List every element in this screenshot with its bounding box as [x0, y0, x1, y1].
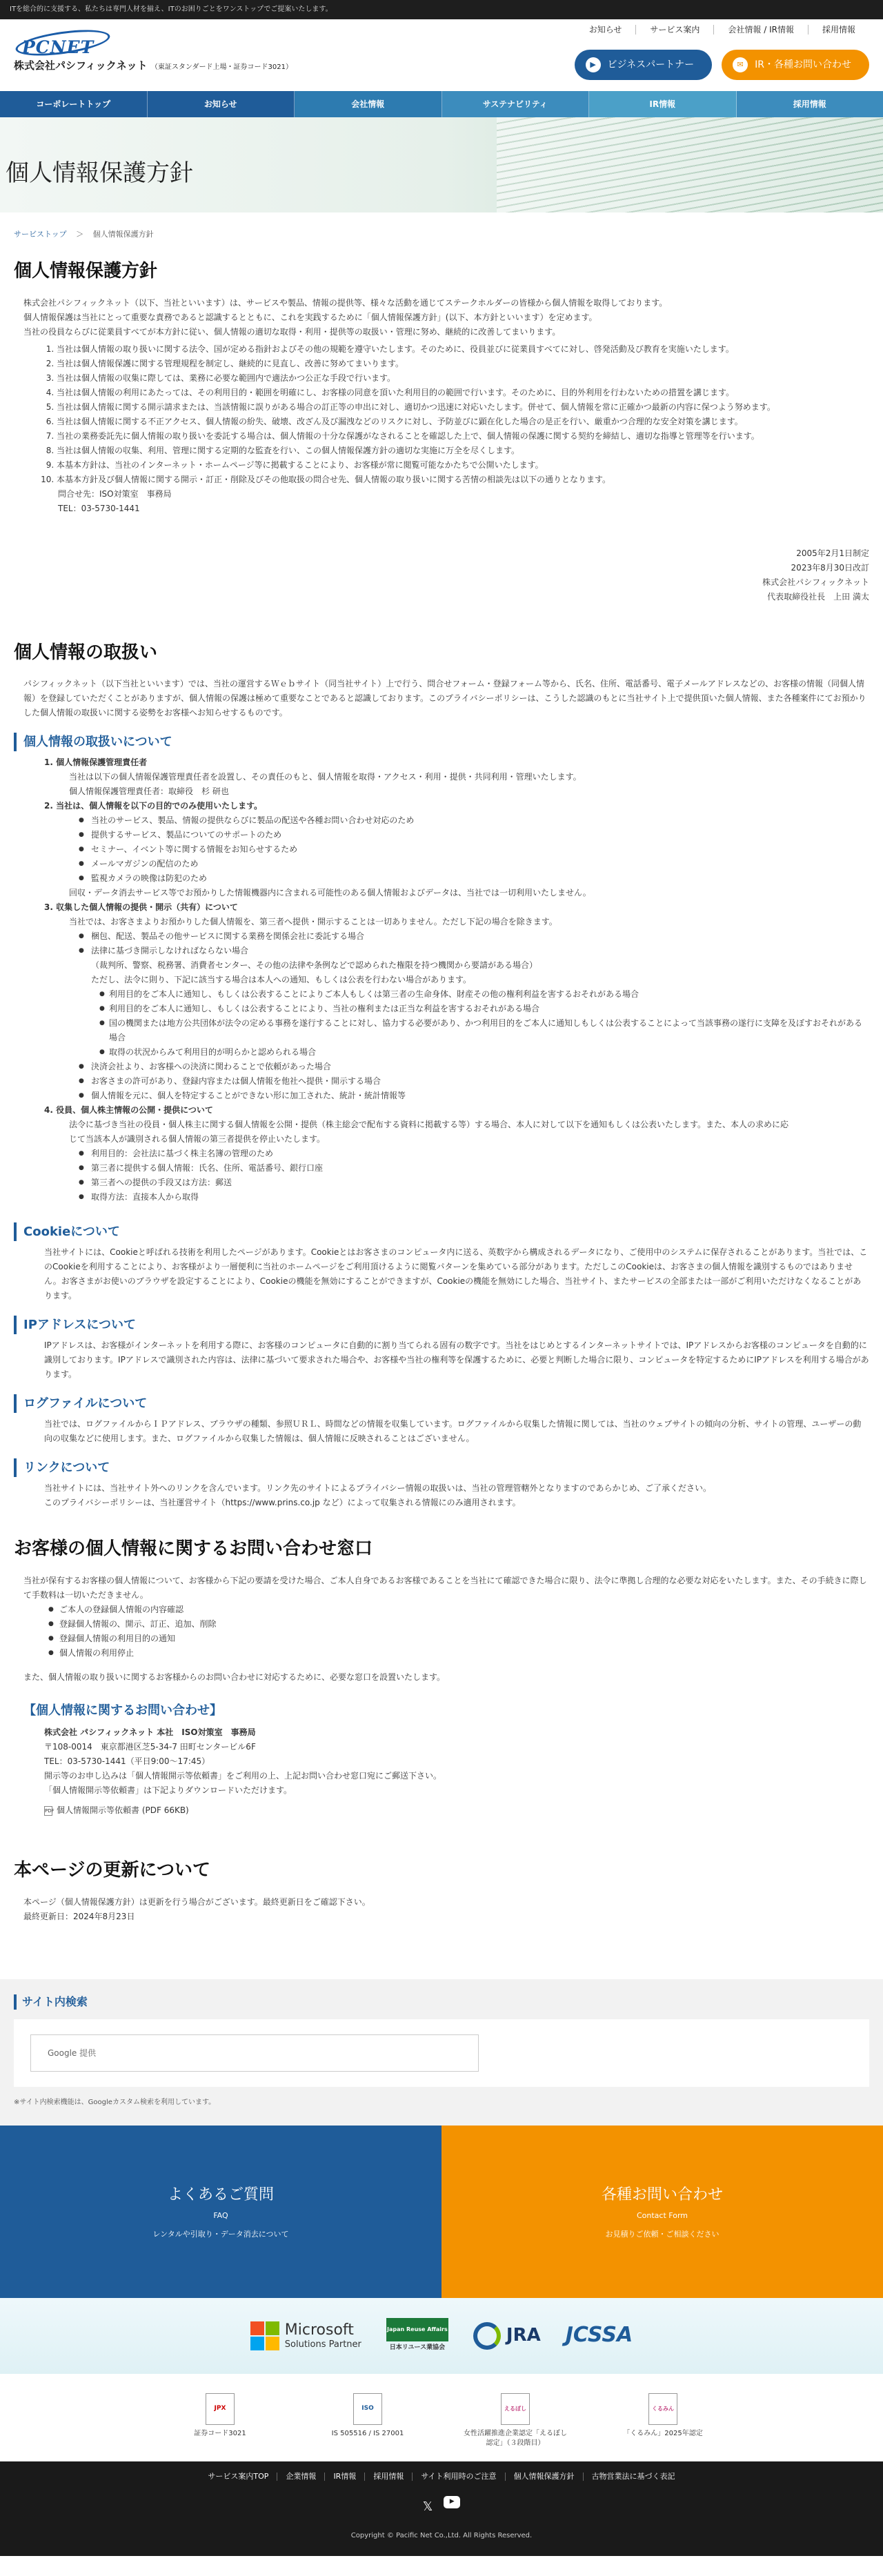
jra-logo: JRA — [473, 2320, 541, 2352]
list-item: ● 利用目的：会社法に基づく株主名簿の管理のため — [14, 1147, 869, 1161]
jpx-cert: JPX 証券コード3021 — [168, 2393, 272, 2448]
footer-link[interactable]: 古物営業法に基づく表記 — [583, 2473, 684, 2481]
list-item: ● 第三者に提供する個人情報：氏名、住所、電話番号、銀行口座 — [14, 1161, 869, 1176]
inquiry-line: TEL：03-5730-1441（平日9:00〜17:45） — [44, 1756, 210, 1767]
ip-text: IPアドレスは、お客様がインターネットを利用する際に、お客様のコンピュータに自動的に割り当てられる固有の数字です。当社をはじめとするインターネットサイトでは、IPアドレスからお客様のコンピュータを自動的に識別しております。IPアドレスで識別された内容は、法律に基づいて要求された場合や、お客様や当社の権利等を保護するために、必要と判断した場合に限り、コンピュータを特定するためにIPアドレスを利用する場合があります。 — [44, 1340, 869, 1380]
top-announcement-text: ITを総合的に支援する、私たちは専門人材を揃え、ITのお困りごとをワンストップでご提案いたします。 — [10, 6, 333, 14]
header-link-news[interactable]: お知らせ — [588, 25, 622, 34]
logfile-text: 当社では、ログファイルからＩＰアドレス、ブラウザの種類、参照ＵＲＬ、時間などの情報を収集しています。ログファイルから収集した情報に関しては、当社のウェブサイトの傾向の分析、サイトの管理、ユーザーの動向の収集などに使用します。また、ログファイルから収集した情報は、個人情報に反映されることはございません。 — [44, 1419, 862, 1444]
site-search-title: サイト内検索 — [14, 1994, 869, 2010]
header-link-company-ir[interactable]: 会社情報 / IR情報 — [713, 25, 808, 34]
certification-logos — [0, 2374, 883, 2461]
list-item: ● 梱包、配送、製品その他サービスに関する業務を関係会社に委託する場合 — [14, 929, 869, 944]
gnav-news[interactable]: お知らせ — [148, 91, 295, 117]
gnav-sustainability[interactable]: サステナビリティ — [442, 91, 590, 117]
gnav-ir[interactable]: IR情報 — [589, 91, 737, 117]
policy-item: 2. 当社は個人情報保護に関する管理規程を制定し、継続的に見直し、改善に努めてまいります。 — [57, 357, 869, 371]
top-announcement-bar — [0, 0, 883, 19]
contact-banner[interactable]: 各種お問い合わせ Contact Form お見積りご依頼・ご相談ください — [442, 2126, 883, 2298]
logfile-heading: ログファイルについて — [14, 1394, 869, 1413]
handling-intro: パシフィックネット（以下当社といいます）では、当社の運営するＷｅｂサイト（同当社サイト）上で行う、問合せフォーム・登録フォーム等から、氏名、住所、電話番号、電子メールアドレスなどの、お客様の情報（同個人情報）を登録していただくことがありますが、個人情報の保護は極めて重要なことであると認識しております。このプライバシーポリシーは、こうした認識のもとに当社サイト上で提供頂いた個人情報、また各種案件にてお預かりした個人情報の取扱いに関する姿勢をお客様へお知らせするものです。 — [23, 679, 866, 718]
handling-subheading: 個人情報の取扱いについて — [14, 733, 869, 751]
footer-link[interactable]: サイト利用時のご注意 — [412, 2473, 504, 2481]
microsoft-partner-logo: Microsoft Solutions Partner — [250, 2321, 361, 2350]
cta-banners — [0, 2126, 883, 2298]
search-input[interactable]: Google 提供 — [30, 2034, 479, 2072]
list-item: ● 個人情報の利用停止 — [14, 1646, 869, 1661]
copyright: Copyright © Pacific Net Co.,Ltd. All Rights Reserved. — [350, 2532, 533, 2540]
list-item: ● 登録個人情報の利用目的の通知 — [14, 1632, 869, 1646]
list-item: ● 法律に基づき開示しなければならない場合 — [14, 944, 869, 958]
keyboard-image — [497, 117, 883, 212]
logo[interactable] — [14, 26, 292, 91]
list-item: ● 利用目的をご本人に通知し、もしくは公表することにより、当社の権利または正当な利益を害するおそれがある場合 — [14, 1002, 869, 1016]
gnav-corporate-top[interactable]: コーポレートトップ — [0, 91, 148, 117]
policy-item: 3. 当社は個人情報の収集に際しては、業務に必要な範囲内で適法かつ公正な手段で行います。 — [57, 371, 869, 386]
ir-contact-button[interactable]: ✉ IR・各種お問い合わせ — [722, 50, 869, 80]
ip-heading: IPアドレスについて — [14, 1316, 869, 1334]
list-item: ● セミナー、イベント等に関する情報をお知らせするため — [14, 842, 869, 857]
x-icon[interactable]: 𝕏 — [422, 2499, 433, 2514]
cookie-heading: Cookieについて — [14, 1222, 869, 1241]
footer-link[interactable]: 企業情報 — [277, 2473, 324, 2481]
section-text: 個人情報保護管理責任者：取締役 杉 研也 — [69, 786, 229, 797]
gnav-company[interactable]: 会社情報 — [295, 91, 442, 117]
cookie-text: 当社サイトには、Cookieと呼ばれる技術を利用したページがあります。Cookieとはお客さまのコンピュータ内に送る、英数字から構成されるデータになり、ご使用中のシステムに保存されることがあります。当社では、このCookieを利用することにより、お客様がより一層便利に当社のホームページをご利用頂けるように閲覧パターンを集めている部分があります。ただしこのCookieは、お客さまの個人情報を識別するものではありません。お客さまがお使いのブラウザを設定することにより、Cookieの機能を無効にすることができますが、Cookieの機能を無効にした場合、当社サイト、またサービスの全部または一部がご利用いただけなくなることがあります。 — [44, 1247, 868, 1301]
handling-heading: 個人情報の取扱い — [14, 642, 158, 663]
youtube-icon[interactable]: ▶ — [444, 2496, 460, 2508]
company-name: 株式会社パシフィックネット （東証スタンダード上場・証券コード3021） — [14, 59, 292, 72]
update-text: 本ページ（個人情報保護方針）は更新を行う場合がございます。最終更新日をご確認下さい。 — [23, 1896, 370, 1907]
list-item: ● 当社のサービス、製品、情報の提供ならびに製品の配送や各種お問い合わせ対応のため — [14, 813, 869, 828]
policy-item: 7. 当社の業務委託先に個人情報の取り扱いを委託する場合は、個人情報の十分な保護がなされることを確認した上で、個人情報の保護に関する契約を締結し、適切な指導と管理等を行います。 — [57, 429, 869, 444]
site-footer — [0, 2461, 883, 2556]
breadcrumb-home[interactable]: サービストップ — [14, 230, 67, 239]
update-heading: 本ページの更新について — [14, 1860, 210, 1881]
policy-item: 4. 当社は個人情報の利用にあたっては、その利用目的・範囲を明確にし、お客様の同意を頂いた利用目的の範囲で行います。そのために、目的外利用を行わないための措置を講じます。 — [57, 386, 869, 400]
list-item: ● メールマガジンの配信のため — [14, 857, 869, 871]
policy-item: 10. 本基本方針及び個人情報に関する開示・訂正・削除及びその他取扱の問合せ先、個人情報の取り扱いに関する苦情の相談先は以下の通りとなります。 — [57, 473, 869, 487]
policy-item: 8. 当社は個人情報の収集、利用、管理に関する定期的な監査を行い、この個人情報保護方針の適切な実施に万全を尽くします。 — [57, 444, 869, 458]
site-header — [0, 19, 883, 91]
inquiry-line: 「個人情報開示等依頼書」は下記よりダウンロードいただけます。 — [44, 1785, 292, 1796]
list-item: ● 国の機関または地方公共団体が法令の定める事務を遂行することに対し、協力する必要があり、かつ利用目的をご本人に通知しもしくは公表することによって当該事務の遂行に支障を及ぼすおそれがある場合 — [14, 1016, 869, 1045]
list-item: ● 監視カメラの映像は防犯のため — [14, 871, 869, 886]
faq-banner[interactable]: よくあるご質問 FAQ レンタルや引取り・データ消去について — [0, 2126, 442, 2298]
breadcrumb-separator: ＞ — [76, 230, 84, 239]
breadcrumb — [0, 212, 883, 256]
section-text: 当社では、お客さまよりお預かりした個人情報を、第三者へ提供・開示することは一切ありません。ただし下記の場合を除きます。 — [69, 917, 557, 927]
list-item: ● 利用目的をご本人に通知し、もしくは公表することによりご本人もしくは第三者の生命身体、財産その他の権利利益を害するおそれがある場合 — [14, 987, 869, 1002]
iso-cert: ISO IS 505516 / IS 27001 — [316, 2393, 419, 2448]
footer-link[interactable]: IR情報 — [324, 2473, 364, 2481]
policy-heading: 個人情報保護方針 — [14, 261, 158, 282]
policy-signature: 2005年2月1日制定 2023年8月30日改訂 株式会社パシフィックネット 代表取締役社長 上田 満太 — [762, 548, 869, 602]
list-item: ● 決済会社より、お客様への決済に関わることで依頼があった場合 — [14, 1060, 869, 1074]
section-title: 1. 個人情報保護管理責任者 — [44, 757, 148, 768]
section-title: 3. 収集した個人情報の提供・開示（共有）について — [44, 902, 238, 913]
policy-intro: 当社の役員ならびに従業員すべてが本方針に従い、個人情報の適切な取得・利用・提供等の取扱い・管理に努め、継続的に改善してまいります。 — [23, 326, 561, 337]
policy-item: 6. 当社は個人情報に関する不正アクセス、個人情報の紛失、破壊、改ざん及び漏洩などのリスクに対し、予防並びに顕在化した場合の是正を行い、厳重かつ合理的な安全対策を講じます。 — [57, 415, 869, 429]
eruboshi-cert: えるぼし 女性活躍推進企業認定「えるぼし認定」（３段階目） — [464, 2393, 567, 2448]
links-text: 当社サイトには、当社サイト外へのリンクを含んでいます。リンク先のサイトによるプライバシー情報の取扱いは、当社の管理管轄外となりますのであらかじめ、ご了承ください。 — [44, 1483, 711, 1494]
list-item: ● お客さまの許可があり、登録内容または個人情報を他社へ提供・開示する場合 — [14, 1074, 869, 1089]
list-item: ● ご本人の登録個人情報の内容確認 — [14, 1603, 869, 1617]
pdf-icon: PDF — [44, 1806, 52, 1816]
policy-contact: 問合せ先：ISO対策室 事務局 TEL：03-5730-1441 — [58, 488, 172, 513]
global-nav — [0, 91, 883, 117]
list-item: ● 個人情報を元に、個人を特定することができない形に加工された、統計・統計情報等 — [14, 1089, 869, 1103]
policy-list — [14, 342, 869, 487]
section-text: じて当該本人が識別される個人情報の第三者提供を停止いたします。 — [69, 1134, 326, 1145]
inquiry-box — [14, 1725, 869, 1818]
footer-link[interactable]: サービス案内TOP — [208, 2471, 269, 2481]
list-item: ● 登録個人情報の、開示、訂正、追加、削除 — [14, 1617, 869, 1632]
inquiry-heading: お客様の個人情報に関するお問い合わせ窓口 — [14, 1538, 373, 1560]
section-text: （裁判所、警察、税務署、消費者センター、その他の法律や条例などで認められた権限を持つ機関から要請がある場合） — [91, 960, 538, 971]
footer-link[interactable]: 採用情報 — [364, 2473, 412, 2481]
mail-icon: ✉ — [733, 57, 748, 72]
inquiry-outro: また、個人情報の取り扱いに関するお客様からのお問い合わせに対応するために、必要な窓口を設置いたします。 — [23, 1672, 446, 1682]
links-text: このプライバシーポリシーは、当社運営サイト（https://www.prins.co.jp など）によって収集される情報にのみ適用されます。 — [44, 1498, 521, 1508]
inquiry-company: 株式会社 パシフィックネット 本社 ISO対策室 事務局 — [44, 1727, 256, 1738]
inquiry-line: 開示等のお申し込みは「個人情報開示等依頼書」をご利用の上、上記お問い合わせ窓口宛にご郵送下さい。 — [44, 1771, 442, 1781]
inquiry-intro: 当社が保有するお客様の個人情報について、お客様から下記の要請を受けた場合、ご本人自身であるお客様であることを当社にて確認できた場合に限り、法令に準拠し合理的な必要な対応をいたします。また、その手続きに際して手数料は一切いただきません。 — [23, 1575, 867, 1600]
social-links — [0, 2496, 883, 2518]
header-link-services[interactable]: サービス案内 — [635, 25, 713, 34]
section-text: 法令に基づき当社の役員・個人株主に関する個人情報を公開・提供（株主総会で配布する資料に掲載する等）する場合、本人に対して以下を通知もしくは公表いたします。また、本人の求めに応 — [69, 1120, 789, 1130]
header-link-recruit[interactable]: 採用情報 — [808, 25, 869, 34]
jrsa-logo: Japan Reuse Affairs 日本リユース業協会 — [386, 2318, 448, 2354]
inquiry-line: 〒108-0014 東京都港区芝5-34-7 田町センタービル6F — [44, 1742, 256, 1752]
policy-item: 5. 当社は個人情報に関する開示請求または、当該情報に誤りがある場合の訂正等の申出に対し、適切かつ迅速に対応いたします。併せて、個人情報を常に正確かつ最新の内容に保つよう努めます。 — [57, 400, 869, 415]
jcssa-logo: JCSSA — [565, 2323, 633, 2348]
search-note: ※サイト内検索機能は、Googleカスタム検索を利用しています。 — [14, 2099, 216, 2107]
footer-links — [0, 2473, 883, 2481]
kurumin-cert: くるみん 「くるみん」2025年認定 — [611, 2393, 715, 2448]
section-title: 4. 役員、個人株主情報の公開・提供について — [44, 1105, 213, 1116]
section-note: 回収・データ消去サービス等でお預かりした情報機器内に含まれる可能性のある個人情報およびデータは、当社では一切利用いたしません。 — [69, 888, 591, 898]
footer-link[interactable]: 個人情報保護方針 — [505, 2473, 583, 2481]
section-title: 2. 当社は、個人情報を以下の目的でのみ使用いたします。 — [44, 801, 263, 811]
policy-intro: 個人情報保護は当社にとって重要な責務であると認識するとともに、これを実践するために「個人情報保護方針」(以下、本方針といいます）を定めます。 — [23, 312, 597, 322]
update-date: 最終更新日：2024年8月23日 — [23, 1911, 135, 1921]
gnav-recruit[interactable]: 採用情報 — [737, 91, 883, 117]
policy-item: 1. 当社は個人情報の取り扱いに関する法令、国が定める指針およびその他の規範を遵守いたします。そのために、役員並びに従業員すべてに対し、啓発活動及び教育を実施いたします。 — [57, 342, 869, 357]
list-item: ● 取得の状況からみて利用目的が明らかと認められる場合 — [14, 1045, 869, 1060]
pcnet-logo-icon: PCNET — [14, 29, 110, 58]
hero-title: 個人情報保護方針 — [6, 159, 193, 187]
breadcrumb-current: 個人情報保護方針 — [92, 230, 154, 239]
section-text: 当社は以下の個人情報保護管理責任者を設置し、その責任のもと、個人情報を取得・アクセス・利用・提供・共同利用・管理いたします。 — [69, 772, 582, 782]
header-links — [575, 25, 869, 34]
section-text: ただし、法令に則り、下記に該当する場合は本人への通知、もしくは公表を行わない場合があります。 — [91, 975, 472, 985]
site-search-section — [0, 1979, 883, 2126]
partner-logos — [0, 2298, 883, 2374]
policy-item: 9. 本基本方針は、当社のインターネット・ホームページ等に掲載することにより、お客様が常に閲覧可能なかたちで公開いたします。 — [57, 458, 869, 473]
list-item: ● 取得方法：直接本人から取得 — [14, 1190, 869, 1205]
arrow-right-icon: ▶ — [586, 57, 601, 72]
list-item: ● 提供するサービス、製品についてのサポートのため — [14, 828, 869, 842]
links-heading: リンクについて — [14, 1458, 869, 1477]
pdf-download-link[interactable]: PDF 個人情報開示等依頼書 (PDF 66KB) — [45, 1805, 189, 1816]
policy-intro: 株式会社パシフィックネット（以下、当社といいます）は、サービスや製品、情報の提供等、様々な活動を通じてステークホルダーの皆様から個人情報を取得しております。 — [23, 297, 668, 308]
inquiry-box-title: 【個人情報に関するお問い合わせ】 — [23, 1703, 222, 1718]
hero-banner — [0, 117, 883, 212]
main-content — [0, 256, 883, 1924]
business-partner-button[interactable]: ▶ ビジネスパートナー — [575, 50, 713, 80]
list-item: ● 第三者への提供の手段又は方法：郵送 — [14, 1176, 869, 1190]
